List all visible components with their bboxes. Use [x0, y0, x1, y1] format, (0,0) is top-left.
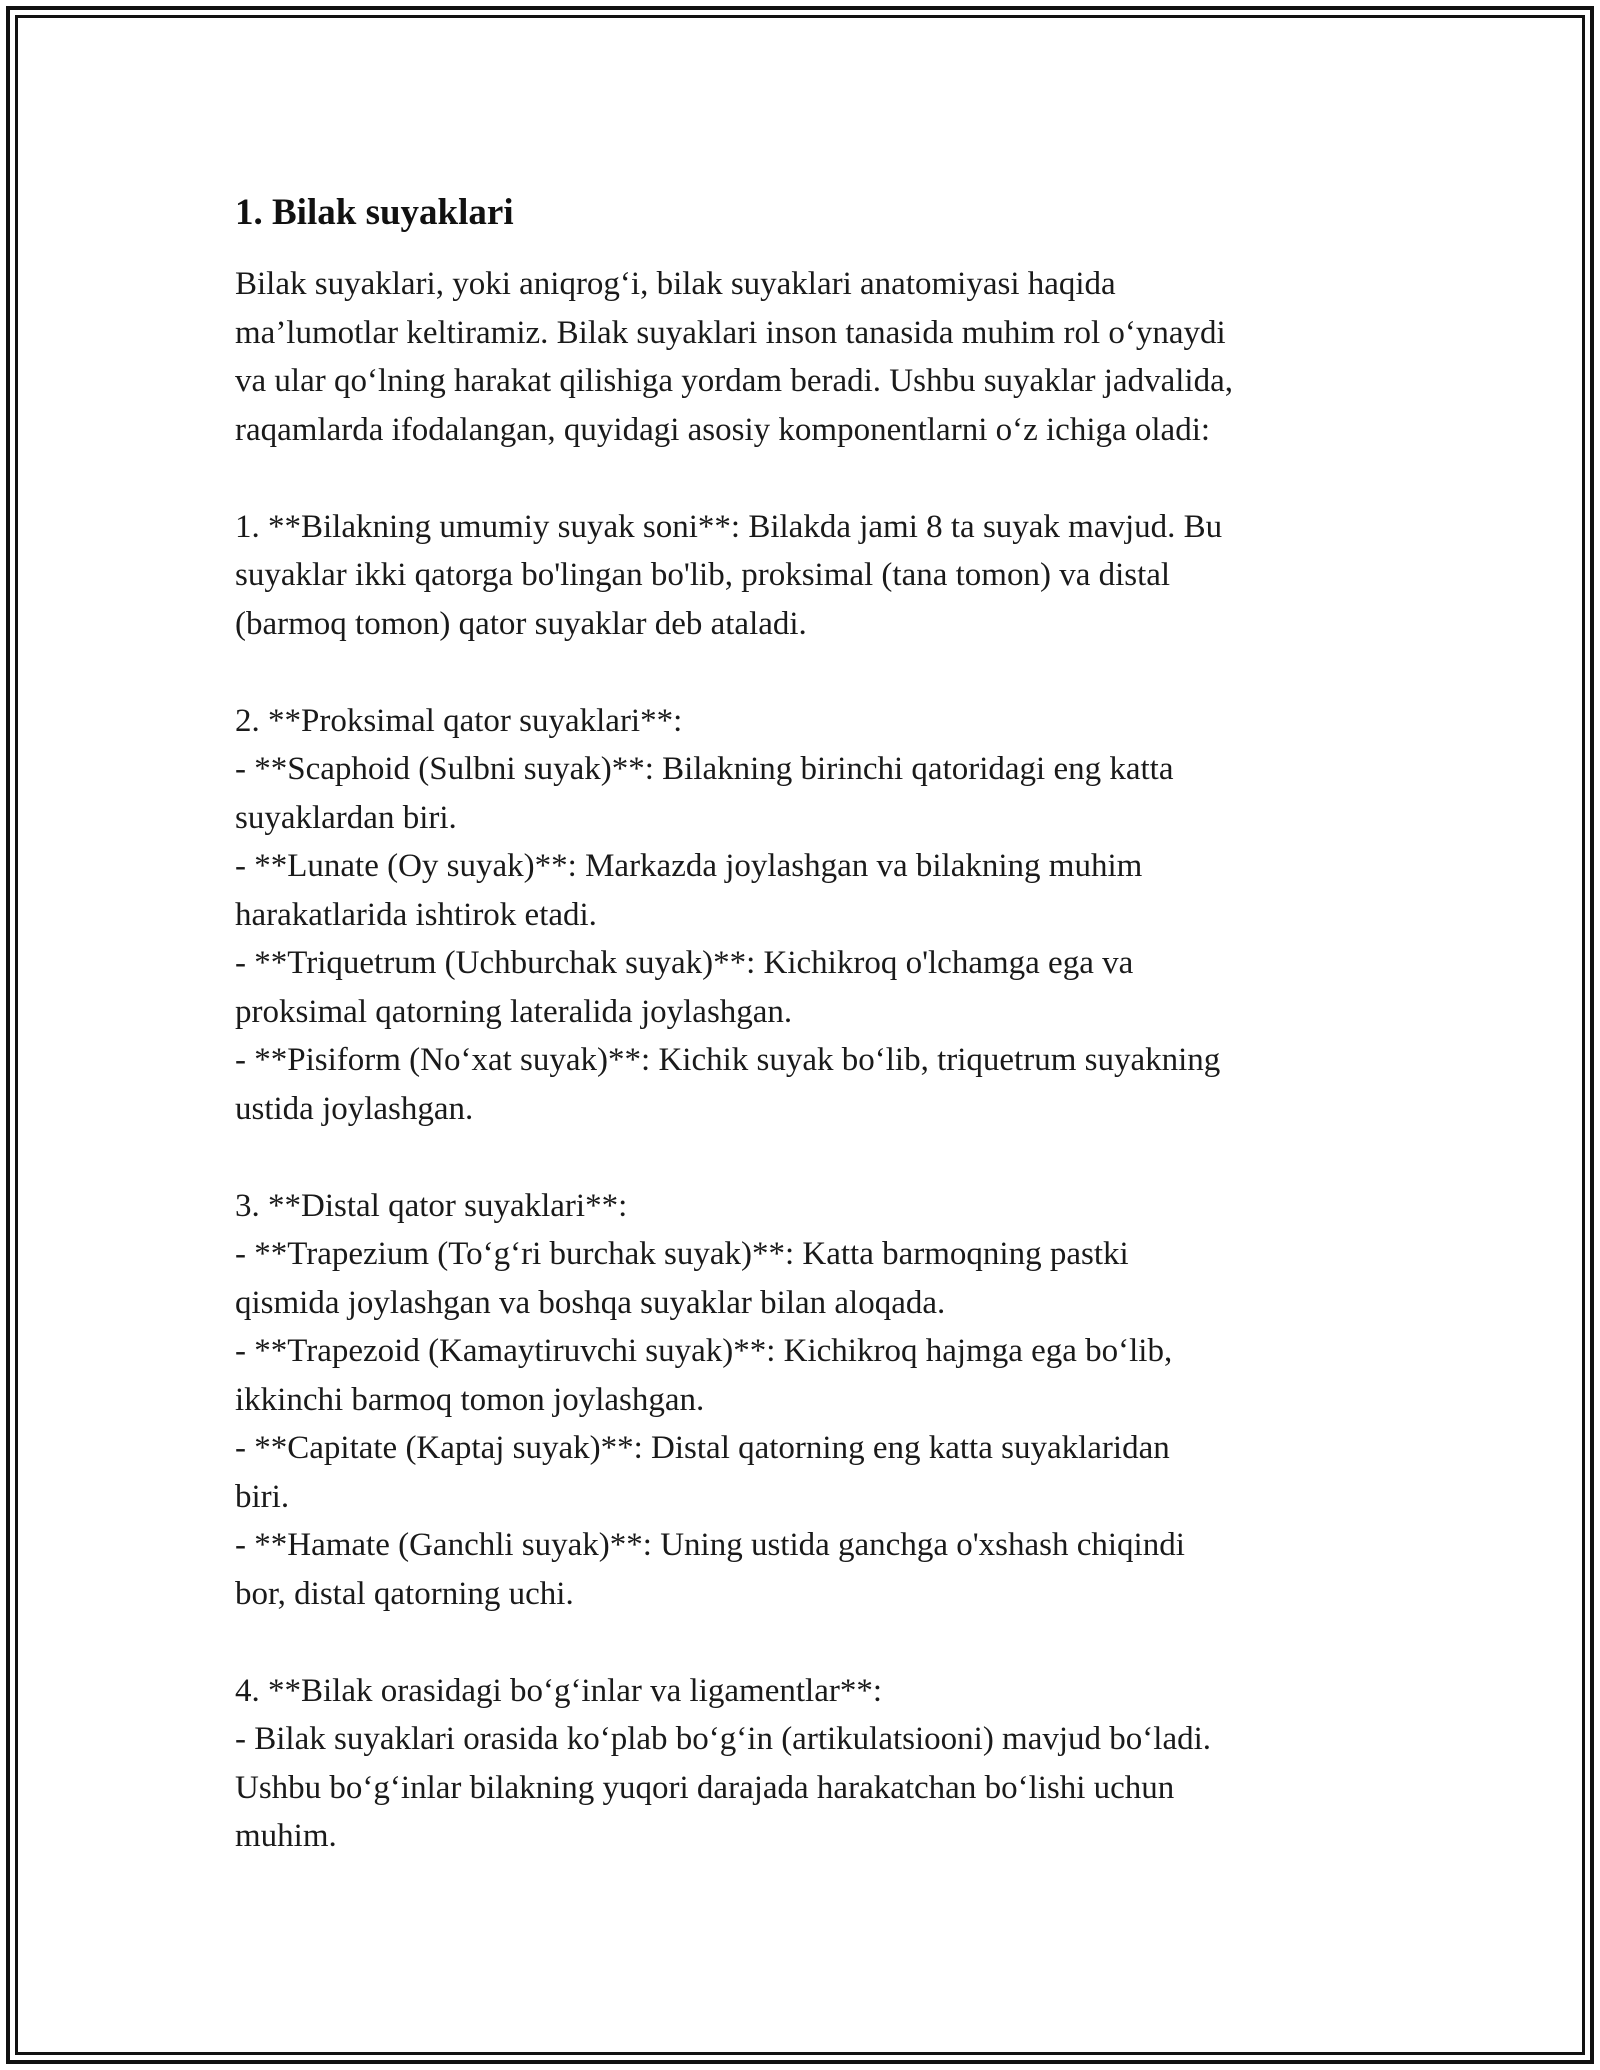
spacer: [235, 454, 1385, 503]
section-total-bones: 1. **Bilakning umumiy suyak soni**: Bilakda jami 8 ta suyak mavjud. Bu suyaklar ikki qatorga bo'lingan bo'lib, proksimal (tana tomon) va distal (barmoq tomon) qator suyaklar deb ataladi.: [235, 508, 1223, 642]
document-body: [235, 188, 1385, 1861]
spacer: [235, 1133, 1385, 1182]
section-proximal-row: 2. **Proksimal qator suyaklari**: - **Scaphoid (Sulbni suyak)**: Bilakning birinchi qatoridagi eng katta suyaklardan biri. - **Lunate (Oy suyak)**: Markazda joylashgan va bilakning muhim harakatlarida ishtirok etadi. - **Triquetrum (Uchburchak suyak)**: Kichikroq o'lchamga ega va proksimal qatorning lateralida joylashgan. - **Pisiform (No‘xat suyak)**: Kichik suyak bo‘lib, triquetrum suyakning ustida joylashgan.: [235, 702, 1221, 1127]
section-heading: 1. Bilak suyaklari: [235, 192, 514, 233]
section-joints-ligaments: 4. **Bilak orasidagi bo‘g‘inlar va ligamentlar**: - Bilak suyaklari orasida ko‘plab bo‘g‘in (artikulatsiooni) mavjud bo‘ladi. Ushbu bo‘g‘inlar bilakning yuqori darajada harakatchan bo‘lishi uchun muhim.: [235, 1672, 1212, 1854]
spacer: [235, 648, 1385, 697]
spacer: [235, 1618, 1385, 1667]
intro-paragraph: Bilak suyaklari, yoki aniqrog‘i, bilak suyaklari anatomiyasi haqida ma’lumotlar keltiramiz. Bilak suyaklari inson tanasida muhim rol o‘ynaydi va ular qo‘lning harakat qilishiga yordam beradi. Ushbu suyaklar jadvalida, raqamlarda ifodalangan, quyidagi asosiy komponentlarni o‘z ichiga oladi:: [235, 266, 1233, 448]
section-distal-row: 3. **Distal qator suyaklari**: - **Trapezium (To‘g‘ri burchak suyak)**: Katta barmoqning pastki qismida joylashgan va boshqa suyaklar bilan aloqada. - **Trapezoid (Kamaytiruvchi suyak)**: Kichikroq hajmga ega bo‘lib, ikkinchi barmoq tomon joylashgan. - **Capitate (Kaptaj suyak)**: Distal qatorning eng katta suyaklaridan biri. - **Hamate (Ganchli suyak)**: Uning ustida ganchga o'xshash chiqindi bor, distal qatorning uchi.: [235, 1187, 1185, 1612]
